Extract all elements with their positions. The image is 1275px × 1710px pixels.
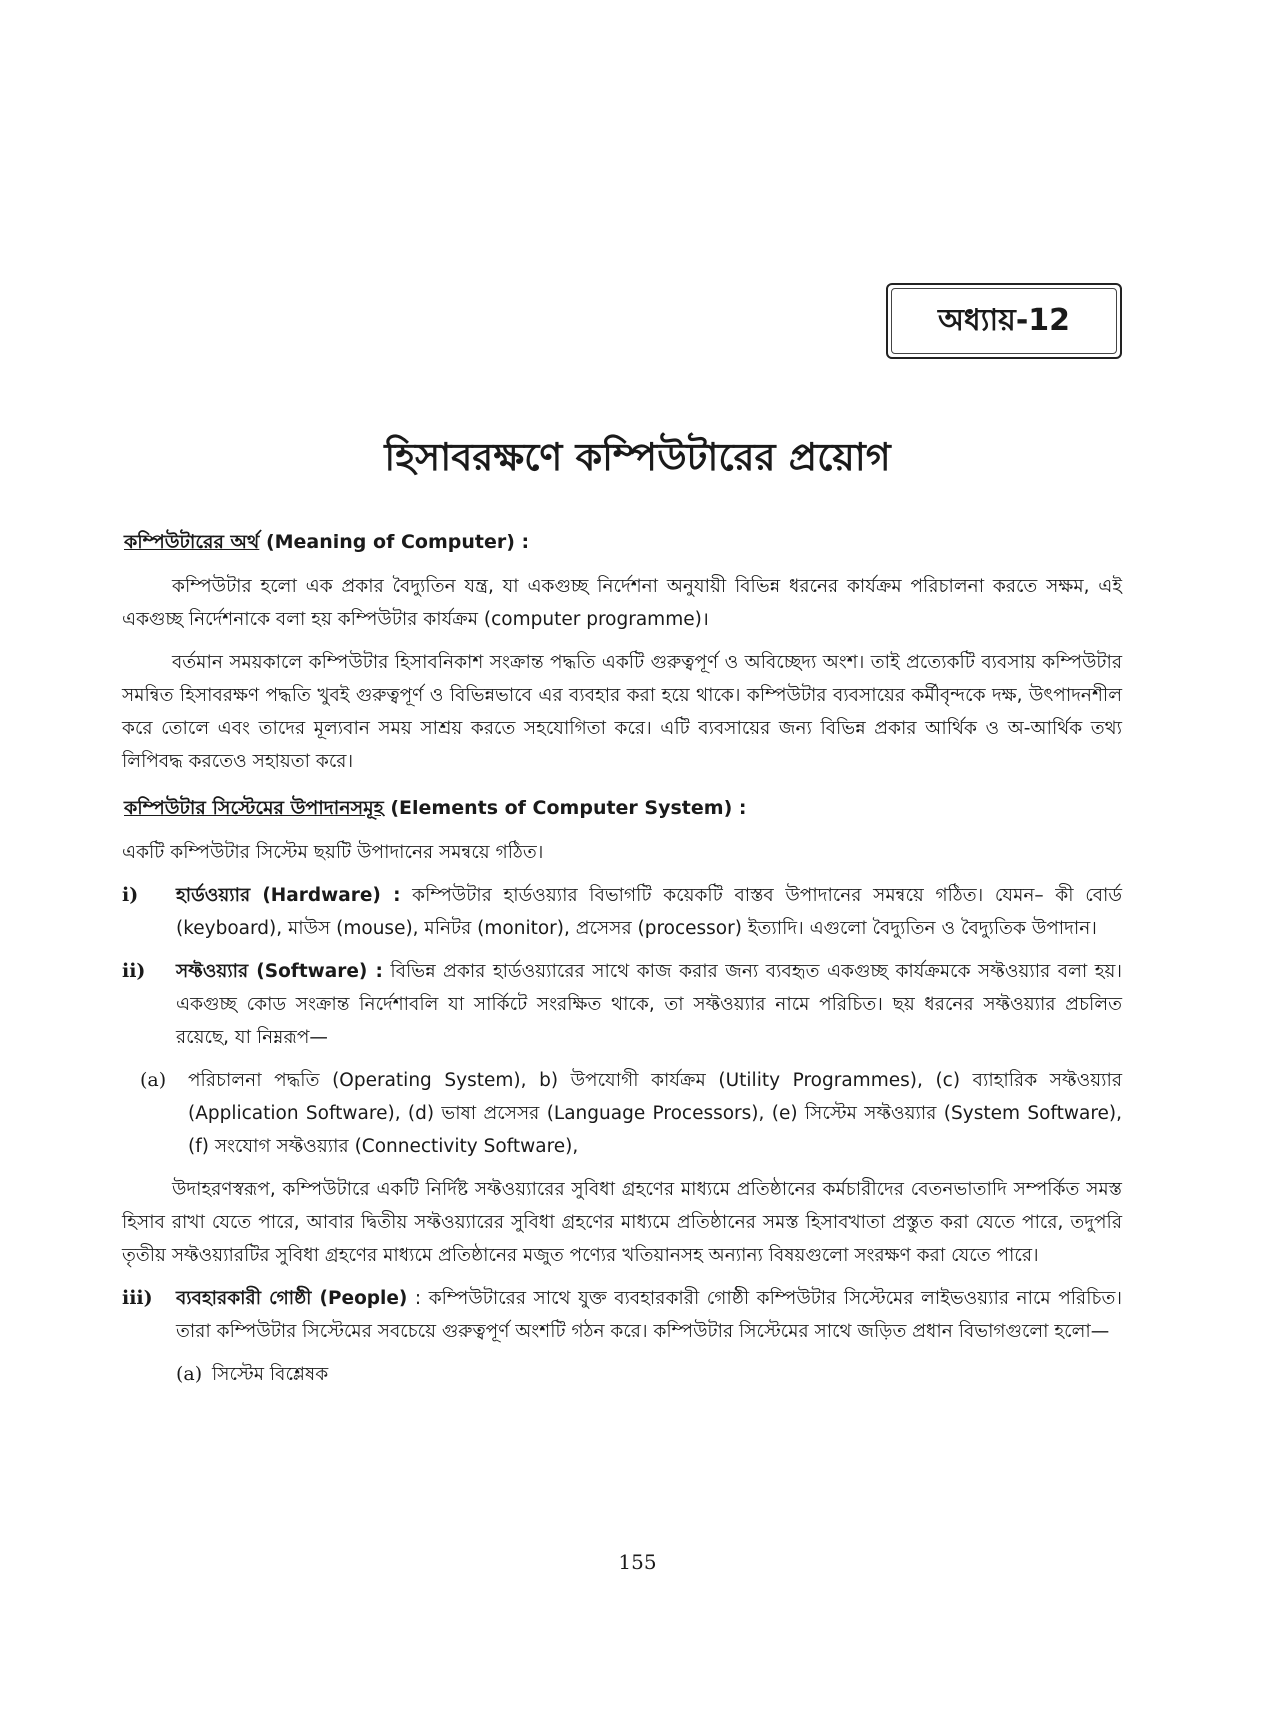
list-item-number: i) xyxy=(122,884,139,906)
list-item-label: হার্ডওয়্যার (Hardware) : xyxy=(176,885,401,906)
main-content xyxy=(122,528,1122,1391)
intro-text: একটি কম্পিউটার সিস্টেম ছয়টি উপাদানের সমন্বয়ে গঠিত। xyxy=(122,842,544,863)
software-types-text: পরিচালনা পদ্ধতি (Operating System), b) উপযোগী কার্যক্রম (Utility Programmes), (c) ব্যাহারিক সফ্টওয়্যার (Application Software), (d) ভাষা প্রসেসর (Language Processors), (e) সিস্টেম সফ্টওয়্যার (System Software), (f) সংযোগ সফ্টওয়্যার (Connectivity Software), xyxy=(188,1070,1122,1157)
list-item-text: বিভিন্ন প্রকার হার্ডওয়্যারের সাথে কাজ করার জন্য ব্যবহৃত একগুচ্ছ কার্যক্রমকে সফ্টওয়্যার বলা হয়। একগুচ্ছ কোড সংক্রান্ত নির্দেশাবলি যা সার্কিটে সংরক্ষিত থাকে, তা সফ্টওয়্যার নামে পরিচিত। ছয় ধরনের সফ্টওয়্যার প্রচলিত রয়েছে, যা নিম্নরূপ— xyxy=(176,961,1122,1048)
paragraph: কম্পিউটার হলো এক প্রকার বৈদ্যুতিন যন্ত্র, যা একগুচ্ছ নির্দেশনা অনুযায়ী বিভিন্ন ধরনের কার্যক্রম পরিচালনা করতে সক্ষম, এই একগুচ্ছ নির্দেশনাকে বলা হয় কম্পিউটার কার্যক্রম (computer programme)। xyxy=(122,576,1122,630)
list-item-label: ব্যবহারকারী গোষ্ঠী (People) xyxy=(176,1288,408,1309)
section-heading-en: (Elements of Computer System) : xyxy=(383,797,747,819)
list-item-text: : কম্পিউটারের সাথে যুক্ত ব্যবহারকারী গোষ্ঠী কম্পিউটার সিস্টেমের লাইভওয়্যার নামে পরিচিত। তারা কম্পিউটার সিস্টেমের সবচেয়ে গুরুত্বপূর্ণ অংশটি গঠন করে। কম্পিউটার সিস্টেমের সাথে জড়িত প্রধান বিভাগগুলো হলো— xyxy=(176,1288,1123,1342)
list-item-number: iii) xyxy=(122,1287,153,1309)
list-item-software xyxy=(122,955,1122,1054)
chapter-box xyxy=(886,283,1122,359)
page-title: হিসাবরক্ষণে কম্পিউটারের প্রয়োগ xyxy=(384,435,891,479)
list-item-number: ii) xyxy=(122,960,146,982)
chapter-label: অধ্যায়-12 xyxy=(937,302,1071,338)
section-heading-meaning xyxy=(124,528,1122,560)
section-heading-bn: কম্পিউটারের অর্থ xyxy=(124,531,260,553)
list-item-label: সফ্টওয়্যার (Software) : xyxy=(176,961,383,982)
section-heading-bn: কম্পিউটার সিস্টেমের উপাদানসমূহ xyxy=(124,797,384,819)
people-sub-item xyxy=(122,1358,1122,1391)
example-paragraph: উদাহরণস্বরূপ, কম্পিউটারে একটি নির্দিষ্ট সফ্টওয়্যারের সুবিধা গ্রহণের মাধ্যমে প্রতিষ্ঠানের কর্মচারীদের বেতনভাতাদি সম্পর্কিত সমস্ত হিসাব রাখা যেতে পারে, আবার দ্বিতীয় সফ্টওয়্যারের সুবিধা গ্রহণের মাধ্যমে প্রতিষ্ঠানের সমস্ত হিসাবখাতা প্রস্তুত করা যেতে পারে, তদুপরি তৃতীয় সফ্টওয়্যারটির সুবিধা গ্রহণের মাধ্যমে প্রতিষ্ঠানের মজুত পণ্যের খতিয়ানসহ অন্যান্য বিষয়গুলো সংরক্ষণ করা যেতে পারে। xyxy=(122,1179,1122,1266)
section-heading-en: (Meaning of Computer) : xyxy=(259,531,530,553)
section-heading-elements xyxy=(124,794,1122,826)
sub-item-letter: (a) xyxy=(176,1363,203,1385)
list-item-hardware xyxy=(122,879,1122,945)
sub-item-letter: (a) xyxy=(140,1069,167,1091)
list-item-text: কম্পিউটার হার্ডওয়্যার বিভাগটি কয়েকটি বাস্তব উপাদানের সমন্বয়ে গঠিত। যেমন– কী বোর্ড (keyboard), মাউস (mouse), মনিটর (monitor), প্রসেসর (processor) ইত্যাদি। এগুলো বৈদ্যুতিন ও বৈদ্যুতিক উপাদান। xyxy=(176,885,1122,939)
paragraph: বর্তমান সময়কালে কম্পিউটার হিসাবনিকাশ সংক্রান্ত পদ্ধতি একটি গুরুত্বপূর্ণ ও অবিচ্ছেদ্য অংশ। তাই প্রত্যেকটি ব্যবসায় কম্পিউটার সমন্বিত হিসাবরক্ষণ পদ্ধতি খুবই গুরুত্বপূর্ণ ও বিভিন্নভাবে এর ব্যবহার করা হয়ে থাকে। কম্পিউটার ব্যবসায়ের কর্মীবৃন্দকে দক্ষ, উৎপাদনশীল করে তোলে এবং তাদের মূল্যবান সময় সাশ্রয় করতে সহযোগিতা করে। এটি ব্যবসায়ের জন্য বিভিন্ন প্রকার আর্থিক ও অ-আর্থিক তথ্য লিপিবদ্ধ করতেও সহায়তা করে। xyxy=(122,652,1122,772)
list-item-people xyxy=(122,1282,1122,1348)
software-types xyxy=(122,1064,1122,1163)
page-number: 155 xyxy=(618,1550,657,1574)
people-sub-text: সিস্টেম বিশ্লেষক xyxy=(212,1364,329,1385)
